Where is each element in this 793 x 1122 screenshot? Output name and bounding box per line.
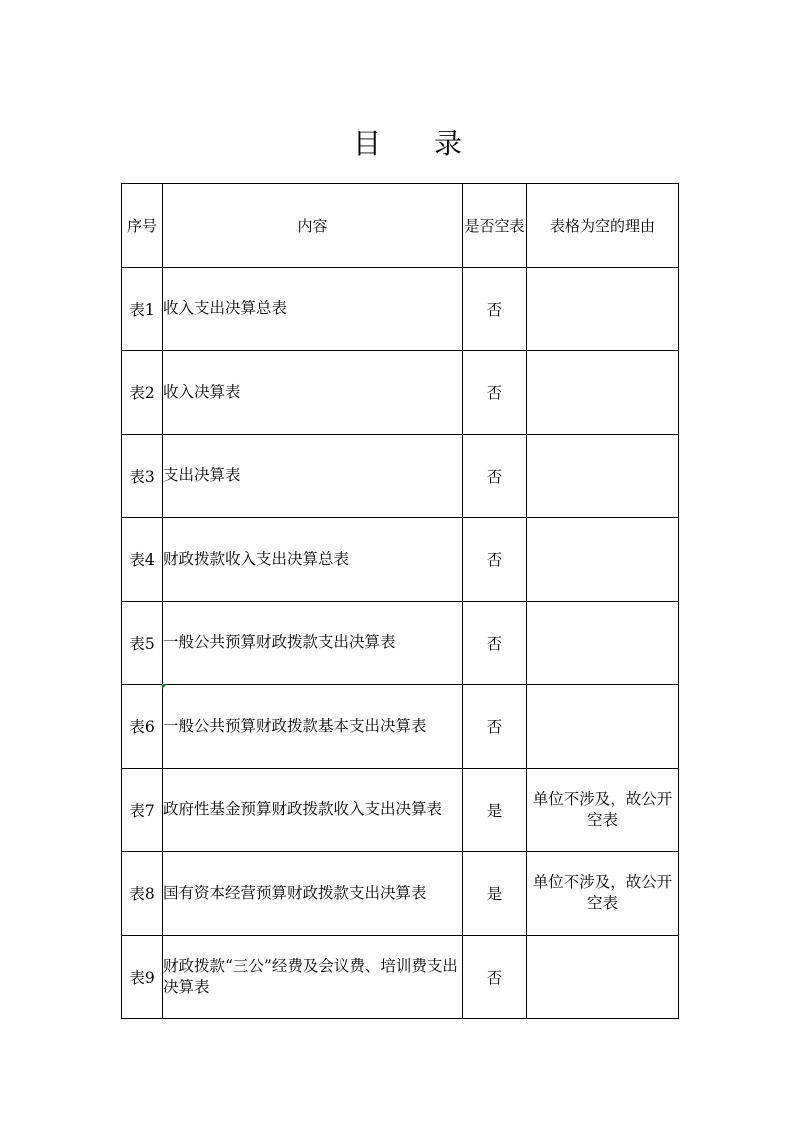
table-row [122, 518, 679, 602]
row-reason: 单位不涉及，故公开空表 [527, 852, 679, 936]
header-seq: 序号 [122, 184, 163, 268]
row-content: 收入支出决算总表 [163, 267, 463, 351]
table-row [122, 685, 679, 769]
row-seq: 表4 [122, 518, 163, 602]
row-reason [527, 518, 679, 602]
table-row [122, 852, 679, 936]
row-content: 收入决算表 [163, 351, 463, 435]
table-row [122, 768, 679, 852]
row-reason: 单位不涉及，故公开空表 [527, 768, 679, 852]
row-reason [527, 935, 679, 1019]
table-row [122, 267, 679, 351]
row-reason [527, 267, 679, 351]
header-content: 内容 [163, 184, 463, 268]
row-seq: 表7 [122, 768, 163, 852]
row-content: 一般公共预算财政拨款基本支出决算表 [163, 685, 463, 769]
page-title: 目 录 [353, 127, 484, 160]
table-row [122, 935, 679, 1019]
row-is-empty: 是 [463, 768, 527, 852]
row-content: 财政拨款“三公”经费及会议费、培训费支出决算表 [163, 935, 463, 1019]
row-is-empty: 否 [463, 601, 527, 685]
row-seq: 表2 [122, 351, 163, 435]
row-content: 财政拨款收入支出决算总表 [163, 518, 463, 602]
table-row [122, 351, 679, 435]
row-reason [527, 434, 679, 518]
row-reason [527, 601, 679, 685]
row-seq: 表1 [122, 267, 163, 351]
row-seq: 表3 [122, 434, 163, 518]
table-row [122, 601, 679, 685]
row-is-empty: 否 [463, 351, 527, 435]
row-reason [527, 685, 679, 769]
header-reason: 表格为空的理由 [527, 184, 679, 268]
row-seq: 表9 [122, 935, 163, 1019]
row-is-empty: 是 [463, 852, 527, 936]
row-is-empty: 否 [463, 434, 527, 518]
row-reason [527, 351, 679, 435]
row-is-empty: 否 [463, 518, 527, 602]
row-seq: 表8 [122, 852, 163, 936]
toc-table [121, 183, 679, 1019]
row-content: 国有资本经营预算财政拨款支出决算表 [163, 852, 463, 936]
cell-comment-marker [162, 684, 167, 689]
table-row [122, 434, 679, 518]
row-content: 政府性基金预算财政拨款收入支出决算表 [163, 768, 463, 852]
row-content: 支出决算表 [163, 434, 463, 518]
row-seq: 表6 [122, 685, 163, 769]
header-row [122, 184, 679, 268]
row-seq: 表5 [122, 601, 163, 685]
header-is-empty: 是否空表 [463, 184, 527, 268]
row-is-empty: 否 [463, 935, 527, 1019]
row-content: 一般公共预算财政拨款支出决算表 [163, 601, 463, 685]
row-is-empty: 否 [463, 685, 527, 769]
row-is-empty: 否 [463, 267, 527, 351]
